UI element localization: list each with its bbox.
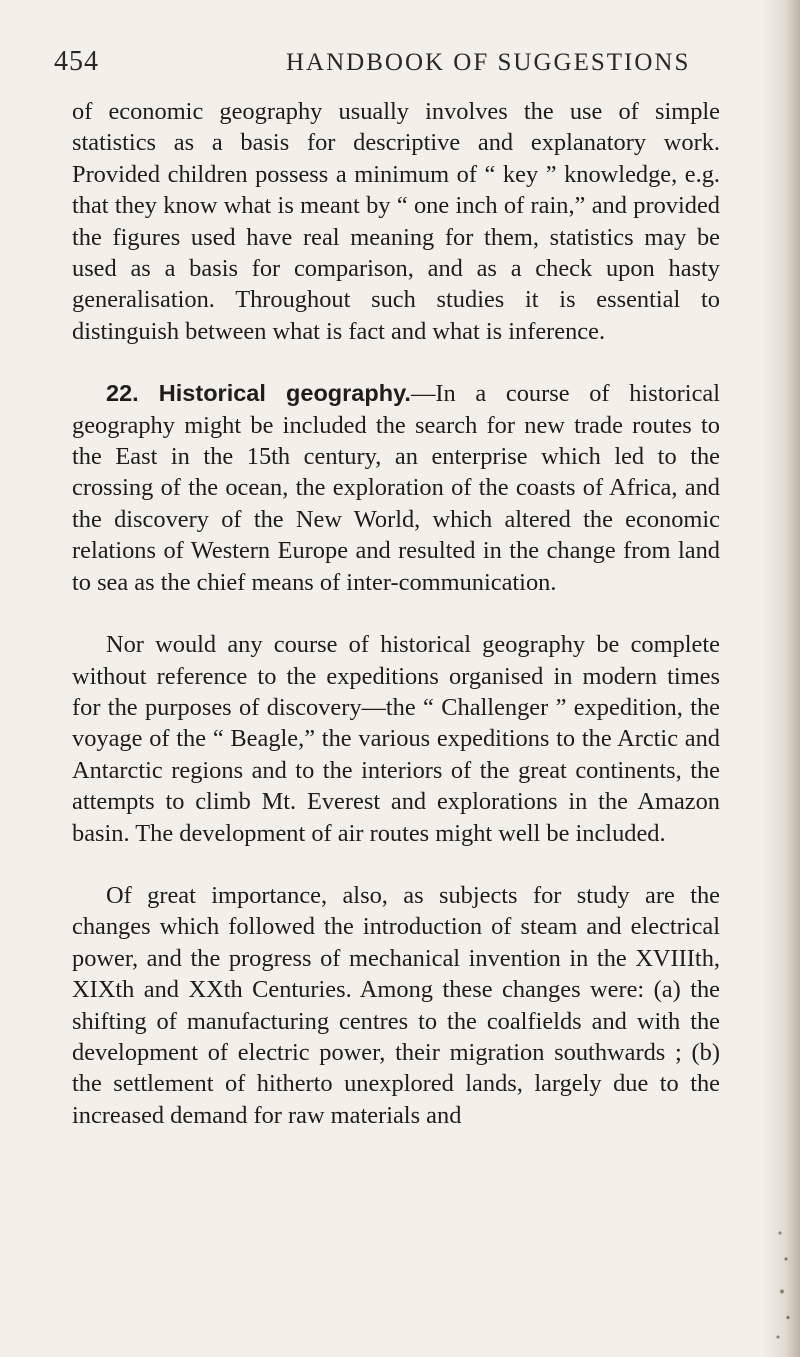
body-text [72, 96, 720, 1131]
paragraph-steam-power: Of great importance, also, as subjects for study are the changes which followed the introduction of steam and electrical power, and the progress of mechanical invention in the XVIIIth, XIXth and XXth Centuries. Among these changes were: (a) the shifting of manufacturing centres to the coalfields and with the development of electric power, their migration southwards ; (b) the settlement of hitherto unexplored lands, largely due to the increased demand for raw materials and [72, 881, 720, 1129]
section-heading: 22. Historical geography. [106, 380, 411, 407]
page-edge-shadow [762, 0, 800, 1357]
paragraph-historical-geography [72, 378, 720, 598]
paragraph-continuation: of economic geography usually involves the use of simple statistics as a basis for descriptive and explanatory work. Provided children possess a minimum of “ key ” knowledge, e.g. that they know what is meant by “ one inch of rain,” and provided the figures used have real meaning for them, statistics may be used as a basis for comparison, and as a check upon hasty generalisation. Throughout such studies it is essential to distinguish between what is fact and what is inference. [72, 98, 720, 345]
running-title: HANDBOOK OF SUGGESTIONS [286, 49, 691, 76]
page-edge-marks [774, 1220, 794, 1350]
paragraph-body: —In a course of historical geography might be included the search for new trade routes to the East in the 15th century, an enterprise which led to the crossing of the ocean, the exploration of the coasts of Africa, and the discovery of the New World, which altered the economic relations of Western Europe and resulted in the change from land to sea as the chief means of inter-communication. [72, 380, 720, 596]
page-number: 454 [54, 46, 99, 77]
paragraph-expeditions: Nor would any course of historical geography be complete without reference to the expeditions organised in modern times for the purposes of discovery—the “ Challenger ” expedition, the voyage of the “ Beagle,” the various expeditions to the Arctic and Antarctic regions and to the interiors of the great continents, the attempts to climb Mt. Everest and explorations in the Amazon basin. The development of air routes might well be included. [72, 631, 720, 847]
